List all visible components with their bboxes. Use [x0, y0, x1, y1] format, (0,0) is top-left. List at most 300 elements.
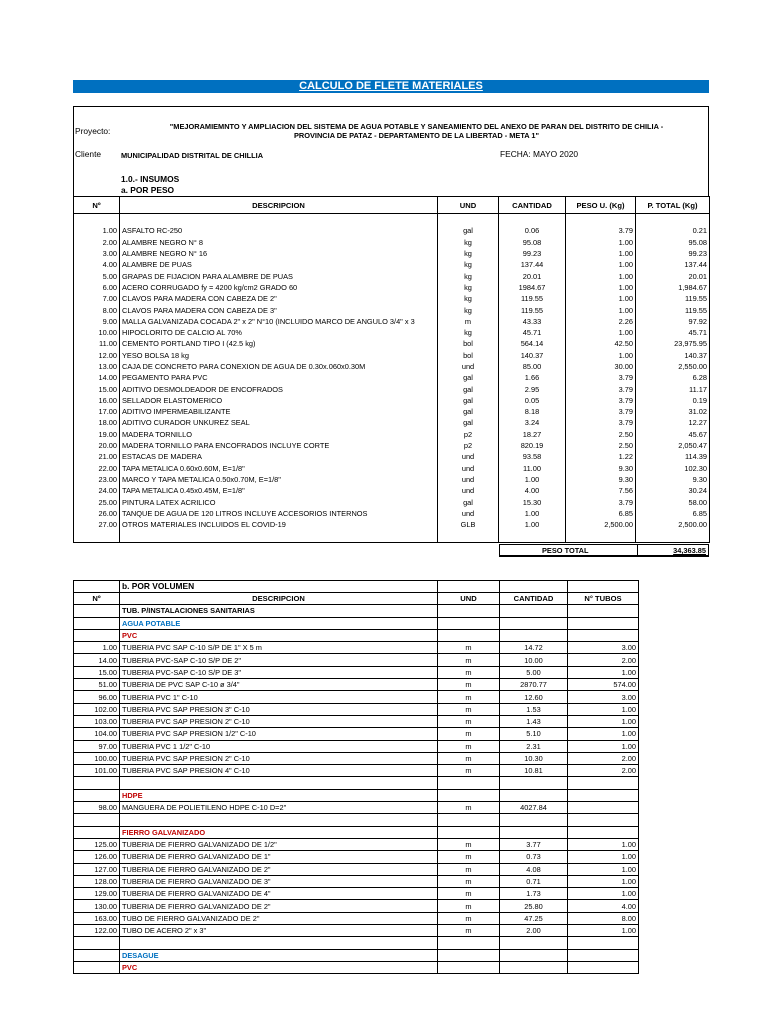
item-total-weight: 12.27	[636, 417, 710, 428]
blank-cell	[500, 789, 568, 801]
item-total-weight: 2,500.00	[636, 519, 710, 530]
blank-cell	[500, 777, 568, 789]
item-quantity: 11.00	[499, 463, 566, 474]
item-total-weight: 140.37	[636, 350, 710, 361]
volumen-header-row	[74, 593, 639, 605]
item-description: TUBO DE FIERRO GALVANIZADO DE 2"	[120, 912, 438, 924]
peso-row	[74, 327, 710, 338]
item-number: 10.00	[74, 327, 120, 338]
item-number: 126.00	[74, 851, 120, 863]
item-total-weight: 9.30	[636, 474, 710, 485]
item-unit: m	[438, 765, 500, 777]
blank-cell	[120, 530, 438, 542]
item-unit: m	[438, 679, 500, 691]
item-number: 3.00	[74, 248, 120, 259]
item-quantity: 5.00	[500, 666, 568, 678]
volumen-row	[74, 740, 639, 752]
peso-row	[74, 237, 710, 248]
item-tubes: 8.00	[568, 912, 639, 924]
fecha: FECHA: MAYO 2020	[500, 149, 579, 159]
item-description: YESO BOLSA 18 kg	[120, 350, 438, 361]
volumen-row	[74, 802, 639, 814]
group-heading: TUB. P/INSTALACIONES SANITARIAS	[120, 605, 438, 617]
item-quantity: 14.72	[500, 642, 568, 654]
item-tubes: 1.00	[568, 666, 639, 678]
item-quantity: 1.00	[499, 508, 566, 519]
item-unit: und	[438, 508, 499, 519]
peso-row	[74, 361, 710, 372]
item-tubes	[568, 802, 639, 814]
item-number: 125.00	[74, 838, 120, 850]
item-description: TAPA METALICA 0.60x0.60M, E=1/8"	[120, 463, 438, 474]
proyecto-text-line-1: "MEJORAMIEMNTO Y AMPLIACION DEL SISTEMA DE AGUA POTABLE Y SANEAMIENTO DEL ANEXO DE PARAN DEL DISTRITO DE CHILIA -	[169, 122, 664, 131]
vol-col-header-cantidad: CANTIDAD	[500, 593, 568, 605]
item-quantity: 93.58	[499, 451, 566, 462]
volumen-table	[73, 580, 639, 974]
volumen-row	[74, 642, 639, 654]
item-unit: GLB	[438, 519, 499, 530]
item-description: HIPOCLORITO DE CALCIO AL 70%	[120, 327, 438, 338]
item-unit-weight: 3.79	[566, 496, 636, 507]
item-quantity: 95.08	[499, 237, 566, 248]
header-block	[73, 106, 709, 197]
blank-cell	[500, 826, 568, 838]
item-description: SELLADOR ELASTOMERICO	[120, 395, 438, 406]
item-quantity: 0.71	[500, 875, 568, 887]
item-number: 1.00	[74, 225, 120, 236]
item-description: ALAMBRE NEGRO N° 16	[120, 248, 438, 259]
item-total-weight: 11.17	[636, 383, 710, 394]
item-unit: kg	[438, 282, 499, 293]
item-tubes: 574.00	[568, 679, 639, 691]
item-unit: gal	[438, 372, 499, 383]
item-description: TUBERIA PVC SAP PRESION 1/2" C-10	[120, 728, 438, 740]
item-quantity: 4.08	[500, 863, 568, 875]
peso-row	[74, 316, 710, 327]
item-unit: m	[438, 740, 500, 752]
blank-cell	[566, 530, 636, 542]
peso-row	[74, 429, 710, 440]
blank-cell	[74, 826, 120, 838]
item-number: 15.00	[74, 666, 120, 678]
item-tubes: 2.00	[568, 752, 639, 764]
blank-cell	[499, 530, 566, 542]
item-unit-weight: 3.79	[566, 372, 636, 383]
blank-cell	[568, 605, 639, 617]
blank-cell	[74, 605, 120, 617]
item-unit-weight: 30.00	[566, 361, 636, 372]
blank-cell	[74, 961, 120, 973]
item-unit: m	[438, 654, 500, 666]
item-description: ADITIVO CURADOR UNKUREZ SEAL	[120, 417, 438, 428]
blank-cell	[568, 826, 639, 838]
item-number: 5.00	[74, 270, 120, 281]
item-tubes: 4.00	[568, 900, 639, 912]
item-total-weight: 102.30	[636, 463, 710, 474]
item-quantity: 4027.84	[500, 802, 568, 814]
item-unit-weight: 3.79	[566, 395, 636, 406]
item-tubes: 2.00	[568, 654, 639, 666]
item-description: TUBERIA PVC SAP PRESION 2" C-10	[120, 715, 438, 727]
item-unit: m	[438, 863, 500, 875]
peso-total-value: 34,363.85	[673, 546, 706, 555]
item-description: CLAVOS PARA MADERA CON CABEZA DE 3"	[120, 304, 438, 315]
volumen-row	[74, 728, 639, 740]
item-description: TUBERIA DE FIERRO GALVANIZADO DE 1/2"	[120, 838, 438, 850]
item-number: 122.00	[74, 925, 120, 937]
item-quantity: 10.81	[500, 765, 568, 777]
blank-cell	[438, 629, 500, 641]
item-unit: gal	[438, 395, 499, 406]
item-quantity: 99.23	[499, 248, 566, 259]
volumen-group-row	[74, 629, 639, 641]
item-total-weight: 58.00	[636, 496, 710, 507]
blank-cell	[438, 214, 499, 226]
item-unit: kg	[438, 248, 499, 259]
blank-cell	[438, 617, 500, 629]
volumen-row	[74, 900, 639, 912]
item-unit-weight: 1.00	[566, 350, 636, 361]
proyecto-label: Proyecto:	[75, 126, 111, 136]
item-total-weight: 20.01	[636, 270, 710, 281]
group-heading: HDPE	[120, 789, 438, 801]
volumen-group-row	[74, 617, 639, 629]
volumen-row	[74, 851, 639, 863]
item-number: 14.00	[74, 654, 120, 666]
item-tubes: 1.00	[568, 715, 639, 727]
item-quantity: 0.05	[499, 395, 566, 406]
item-number: 9.00	[74, 316, 120, 327]
item-unit: gal	[438, 406, 499, 417]
group-heading: DESAGUE	[120, 949, 438, 961]
volumen-row	[74, 838, 639, 850]
col-header-descripcion: DESCRIPCION	[120, 197, 438, 214]
vol-col-header-descripcion: DESCRIPCION	[120, 593, 438, 605]
group-heading: PVC	[120, 629, 438, 641]
item-quantity: 0.73	[500, 851, 568, 863]
volumen-row	[74, 765, 639, 777]
item-quantity: 820.19	[499, 440, 566, 451]
item-number: 8.00	[74, 304, 120, 315]
item-unit: m	[438, 316, 499, 327]
item-quantity: 137.44	[499, 259, 566, 270]
item-number: 13.00	[74, 361, 120, 372]
col-header-p-total: P. TOTAL (Kg)	[636, 197, 710, 214]
item-quantity: 3.24	[499, 417, 566, 428]
blank-cell	[636, 214, 710, 226]
item-total-weight: 119.55	[636, 293, 710, 304]
item-description: TUBERIA DE FIERRO GALVANIZADO DE 2"	[120, 900, 438, 912]
group-heading: PVC	[120, 961, 438, 973]
col-header-cantidad: CANTIDAD	[499, 197, 566, 214]
item-description: TUBERIA PVC 1" C-10	[120, 691, 438, 703]
item-quantity: 140.37	[499, 350, 566, 361]
col-header-und: UND	[438, 197, 499, 214]
item-quantity: 18.27	[499, 429, 566, 440]
peso-total-label: PESO TOTAL	[542, 546, 589, 555]
peso-row	[74, 451, 710, 462]
item-number: 14.00	[74, 372, 120, 383]
item-tubes: 1.00	[568, 851, 639, 863]
vol-col-header-und: UND	[438, 593, 500, 605]
item-number: 102.00	[74, 703, 120, 715]
item-number: 98.00	[74, 802, 120, 814]
item-unit-weight: 1.22	[566, 451, 636, 462]
item-description: MARCO Y TAPA METALICA 0.50x0.70M, E=1/8"	[120, 474, 438, 485]
item-total-weight: 0.21	[636, 225, 710, 236]
proyecto-text-line-2: PROVINCIA DE PATAZ - DEPARTAMENTO DE LA LIBERTAD - META 1"	[293, 131, 540, 140]
blank-cell	[499, 214, 566, 226]
cliente-label: Cliente	[75, 149, 102, 159]
vol-col-header-tubos: N° TUBOS	[568, 593, 639, 605]
item-unit: m	[438, 925, 500, 937]
blank-cell	[500, 949, 568, 961]
peso-row	[74, 463, 710, 474]
item-description: TAPA METALICA 0.45x0.45M, E=1/8"	[120, 485, 438, 496]
item-description: TUBO DE ACERO 2" x 3"	[120, 925, 438, 937]
item-tubes: 1.00	[568, 740, 639, 752]
item-total-weight: 45.67	[636, 429, 710, 440]
vol-col-header-n: Nº	[74, 593, 120, 605]
blank-cell	[568, 629, 639, 641]
item-total-weight: 95.08	[636, 237, 710, 248]
peso-row	[74, 496, 710, 507]
item-unit: m	[438, 715, 500, 727]
item-quantity: 119.55	[499, 304, 566, 315]
item-unit: m	[438, 691, 500, 703]
item-quantity: 1.43	[500, 715, 568, 727]
item-number: 7.00	[74, 293, 120, 304]
peso-row	[74, 350, 710, 361]
peso-row	[74, 225, 710, 236]
blank-cell	[74, 617, 120, 629]
item-description: TUBERIA PVC SAP PRESION 4" C-10	[120, 765, 438, 777]
item-unit-weight: 2.50	[566, 440, 636, 451]
item-unit-weight: 3.79	[566, 225, 636, 236]
peso-row	[74, 485, 710, 496]
item-description: ASFALTO RC-250	[120, 225, 438, 236]
item-number: 103.00	[74, 715, 120, 727]
item-unit: kg	[438, 327, 499, 338]
item-number: 1.00	[74, 642, 120, 654]
peso-total-row	[499, 544, 709, 557]
item-unit: m	[438, 888, 500, 900]
item-number: 17.00	[74, 406, 120, 417]
blank-cell	[568, 961, 639, 973]
item-unit: und	[438, 361, 499, 372]
item-number: 18.00	[74, 417, 120, 428]
blank-cell	[568, 617, 639, 629]
cliente-value: MUNICIPALIDAD DISTRITAL DE CHILLIA	[121, 151, 264, 160]
item-unit: und	[438, 463, 499, 474]
peso-row	[74, 417, 710, 428]
item-unit-weight: 3.79	[566, 383, 636, 394]
item-number: 128.00	[74, 875, 120, 887]
item-unit: und	[438, 485, 499, 496]
item-unit: p2	[438, 429, 499, 440]
item-description: ACERO CORRUGADO fy = 4200 kg/cm2 GRADO 60	[120, 282, 438, 293]
item-quantity: 3.77	[500, 838, 568, 850]
item-number: 129.00	[74, 888, 120, 900]
blank-cell	[438, 777, 500, 789]
blank-cell	[74, 777, 120, 789]
item-unit-weight: 1.00	[566, 304, 636, 315]
item-unit-weight: 9.30	[566, 474, 636, 485]
item-number: 6.00	[74, 282, 120, 293]
item-unit: bol	[438, 350, 499, 361]
item-number: 104.00	[74, 728, 120, 740]
peso-row	[74, 282, 710, 293]
volumen-row	[74, 703, 639, 715]
item-unit-weight: 1.00	[566, 293, 636, 304]
peso-row	[74, 270, 710, 281]
item-number: 19.00	[74, 429, 120, 440]
item-unit-weight: 3.79	[566, 406, 636, 417]
peso-row	[74, 406, 710, 417]
item-number: 163.00	[74, 912, 120, 924]
peso-row	[74, 474, 710, 485]
item-description: ADITIVO IMPERMEABILIZANTE	[120, 406, 438, 417]
item-quantity: 4.00	[499, 485, 566, 496]
item-tubes: 1.00	[568, 728, 639, 740]
blank-cell	[438, 826, 500, 838]
item-total-weight: 97.92	[636, 316, 710, 327]
item-description: ALAMBRE NEGRO N° 8	[120, 237, 438, 248]
item-number: 97.00	[74, 740, 120, 752]
item-unit: m	[438, 912, 500, 924]
item-description: TUBERIA PVC 1 1/2" C-10	[120, 740, 438, 752]
item-quantity: 8.18	[499, 406, 566, 417]
blank-cell	[74, 789, 120, 801]
item-unit-weight: 7.56	[566, 485, 636, 496]
peso-row	[74, 519, 710, 530]
blank-cell	[120, 814, 438, 826]
item-unit: kg	[438, 304, 499, 315]
item-description: CAJA DE CONCRETO PARA CONEXION DE AGUA DE 0.30x.060x0.30M	[120, 361, 438, 372]
volumen-group-row	[74, 961, 639, 973]
item-tubes: 1.00	[568, 863, 639, 875]
blank-cell	[500, 605, 568, 617]
volumen-blank-row	[74, 777, 639, 789]
item-unit: gal	[438, 496, 499, 507]
item-unit: m	[438, 802, 500, 814]
item-number: 101.00	[74, 765, 120, 777]
item-tubes: 3.00	[568, 691, 639, 703]
item-description: TUBERIA PVC SAP C-10 S/P DE 1" X 5 m	[120, 642, 438, 654]
item-number: 2.00	[74, 237, 120, 248]
peso-row	[74, 259, 710, 270]
item-unit: und	[438, 474, 499, 485]
volumen-blank-row	[74, 937, 639, 949]
item-unit: und	[438, 451, 499, 462]
blank-cell	[120, 937, 438, 949]
item-quantity: 5.10	[500, 728, 568, 740]
item-unit: m	[438, 728, 500, 740]
blank-cell	[120, 777, 438, 789]
item-description: MADERA TORNILLO PARA ENCOFRADOS INCLUYE CORTE	[120, 440, 438, 451]
page-title: CALCULO DE FLETE MATERIALES	[73, 80, 709, 93]
item-unit-weight: 1.00	[566, 259, 636, 270]
item-tubes: 1.00	[568, 925, 639, 937]
blank-cell	[74, 214, 120, 226]
blank-cell	[500, 937, 568, 949]
volumen-title: b. POR VOLUMEN	[120, 581, 438, 593]
item-unit-weight: 2,500.00	[566, 519, 636, 530]
item-unit: gal	[438, 225, 499, 236]
item-unit: kg	[438, 259, 499, 270]
item-description: PEGAMENTO PARA PVC	[120, 372, 438, 383]
volumen-row	[74, 875, 639, 887]
item-tubes: 1.00	[568, 875, 639, 887]
item-unit: m	[438, 642, 500, 654]
item-description: TUBERIA PVC SAP PRESION 2" C-10	[120, 752, 438, 764]
volumen-group-row	[74, 949, 639, 961]
blank-cell	[500, 617, 568, 629]
item-number: 15.00	[74, 383, 120, 394]
item-description: TUBERIA PVC SAP PRESION 3" C-10	[120, 703, 438, 715]
blank-cell	[636, 530, 710, 542]
peso-row	[74, 440, 710, 451]
item-number: 27.00	[74, 519, 120, 530]
item-unit-weight: 9.30	[566, 463, 636, 474]
item-description: MANGUERA DE POLIETILENO HDPE C-10 D=2"	[120, 802, 438, 814]
item-number: 127.00	[74, 863, 120, 875]
item-quantity: 2.95	[499, 383, 566, 394]
item-unit-weight: 1.00	[566, 270, 636, 281]
volumen-row	[74, 863, 639, 875]
blank-cell	[566, 214, 636, 226]
blank-cell	[438, 789, 500, 801]
blank-cell	[500, 814, 568, 826]
blank-cell	[438, 814, 500, 826]
peso-row	[74, 248, 710, 259]
item-unit-weight: 1.00	[566, 248, 636, 259]
item-quantity: 0.06	[499, 225, 566, 236]
item-total-weight: 119.55	[636, 304, 710, 315]
volumen-group-row	[74, 826, 639, 838]
blank-cell	[74, 629, 120, 641]
item-quantity: 564.14	[499, 338, 566, 349]
peso-blank-row	[74, 530, 710, 542]
item-description: TUBERIA DE FIERRO GALVANIZADO DE 2"	[120, 863, 438, 875]
volumen-row	[74, 715, 639, 727]
item-unit-weight: 1.00	[566, 327, 636, 338]
item-unit: gal	[438, 383, 499, 394]
peso-row	[74, 508, 710, 519]
item-quantity: 15.30	[499, 496, 566, 507]
blank-cell	[568, 937, 639, 949]
peso-row	[74, 338, 710, 349]
item-unit: p2	[438, 440, 499, 451]
item-unit: m	[438, 838, 500, 850]
item-number: 25.00	[74, 496, 120, 507]
item-quantity: 45.71	[499, 327, 566, 338]
item-unit: m	[438, 666, 500, 678]
item-unit: kg	[438, 270, 499, 281]
blank-cell	[438, 605, 500, 617]
item-total-weight: 137.44	[636, 259, 710, 270]
peso-row	[74, 293, 710, 304]
item-description: TANQUE DE AGUA DE 120 LITROS INCLUYE ACCESORIOS INTERNOS	[120, 508, 438, 519]
item-unit-weight: 1.00	[566, 282, 636, 293]
blank-cell	[438, 530, 499, 542]
blank-cell	[120, 214, 438, 226]
blank-cell	[74, 530, 120, 542]
item-quantity: 1.00	[499, 474, 566, 485]
item-unit: kg	[438, 293, 499, 304]
blank-cell	[500, 629, 568, 641]
item-total-weight: 23,975.95	[636, 338, 710, 349]
